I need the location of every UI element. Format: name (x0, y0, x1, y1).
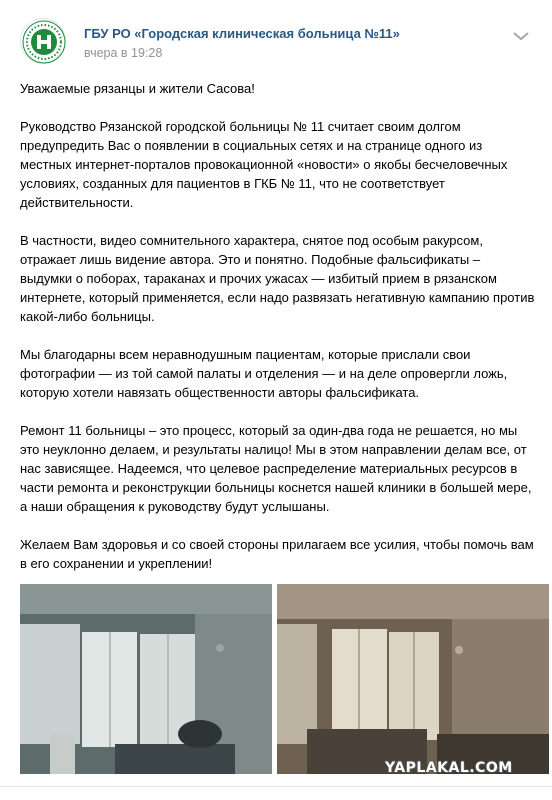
chevron-down-icon[interactable] (512, 30, 530, 42)
watermark: YAPLAKAL.COM (385, 760, 513, 776)
paragraph: Мы благодарны всем неравнодушным пациентам, которые прислали свои фотографии — из той самой палаты и отделения — и на деле опровергли ложь, которую хотели навязать общественности авторы фальсификата. (20, 347, 508, 400)
divider (0, 786, 552, 787)
paragraph: В частности, видео сомнительного характера, снятое под особым ракурсом, отражает лишь видение автора. Это и понятно. Подобные фальсификаты – выдумки о поборах, тараканах и прочих ужасах — избитый прием в рязанском интернете, который применяется, если надо развязать негативную кампанию против какой-либо больницы. (20, 233, 535, 324)
author-link[interactable]: ГБУ РО «Городская клиническая больница №11» (84, 26, 400, 41)
ward-photo-2[interactable] (277, 584, 549, 774)
paragraph: Желаем Вам здоровья и со своей стороны прилагаем все усилия, чтобы помочь вам в его сохранении и укреплении! (20, 537, 534, 571)
hospital-logo-icon (21, 19, 67, 65)
avatar[interactable] (20, 18, 66, 64)
photo-attachments (20, 584, 535, 774)
post-header (0, 0, 552, 72)
paragraph: Ремонт 11 больницы – это процесс, который за один-два года не решается, но мы это неуклонно делаем, и результаты налицо! Мы в этом направлении делам все, от нас зависящее. Надеемся, что целевое распределение материальных ресурсов в части ремонта и реконструкции больницы коснется нашей клиники в большей мере, а наши обращения к руководству будут услышаны. (20, 423, 532, 514)
post-text (20, 79, 535, 592)
ward-photo-1[interactable] (20, 584, 272, 774)
post-date[interactable]: вчера в 19:28 (84, 46, 163, 60)
paragraph: Руководство Рязанской городской больницы № 11 считает своим долгом предупредить Вас о появлении в социальных сетях и на странице одного из местных интернет-порталов провокационной «новости» о якобы бесчеловечных условиях, созданных для пациентов в ГКБ № 11, что не соответствует действительности. (20, 119, 508, 210)
paragraph: Уважаемые рязанцы и жители Сасова! (20, 81, 255, 96)
